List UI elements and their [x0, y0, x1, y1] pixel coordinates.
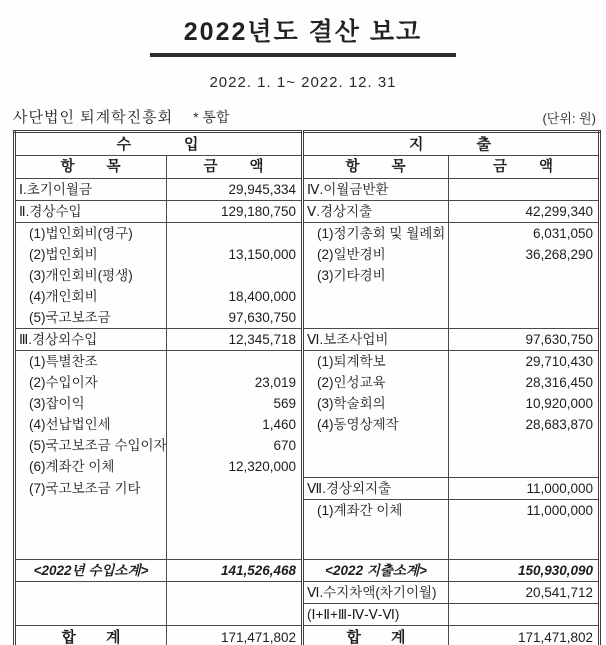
table-header [15, 132, 600, 179]
income-amount-cell [167, 265, 303, 286]
income-amount-cell: 569 [167, 393, 303, 414]
income-item-cell: (3)개인회비(평생) [29, 268, 133, 283]
table-row [15, 435, 600, 456]
page-title: 2022년도 결산 보고 [183, 18, 423, 46]
income-item-cell [15, 582, 167, 604]
title-underline [150, 53, 456, 57]
expense-amount-col-header: 금 액 [449, 156, 600, 179]
table-row [15, 393, 600, 414]
income-amount-cell [167, 604, 303, 626]
expense-item-cell: (2)일반경비 [303, 244, 449, 265]
income-amount-cell: 1,460 [167, 414, 303, 435]
expense-amount-cell: 171,471,802 [449, 626, 600, 645]
income-amount-cell: 23,019 [167, 372, 303, 393]
table-row [15, 329, 600, 351]
report-period: 2022. 1. 1~ 2022. 12. 31 [209, 74, 397, 91]
expense-amount-cell: 28,316,450 [449, 372, 600, 393]
table-row [15, 201, 600, 223]
income-item-cell: (6)계좌간 이체 [29, 459, 115, 475]
expense-amount-cell: 11,000,000 [449, 500, 600, 522]
table-row [15, 560, 600, 582]
expense-item-cell: (2)인성교육 [303, 372, 449, 393]
income-item-cell: Ⅲ.경상외수입 [15, 329, 167, 351]
income-item-cell [15, 521, 167, 560]
income-amount-cell: 171,471,802 [167, 626, 303, 645]
expense-amount-cell: 29,710,430 [449, 351, 600, 373]
income-item-cell: (3)잡이익 [29, 396, 85, 411]
expense-amount-cell [449, 456, 600, 478]
income-item-cell: Ⅰ.초기이월금 [15, 179, 167, 201]
expense-item-cell [303, 286, 449, 307]
section-header-row [15, 132, 600, 156]
expense-item-cell: <2022 지출소계> [303, 560, 449, 582]
income-amount-cell [167, 351, 303, 373]
table-row [15, 179, 600, 201]
expense-item-cell: (3)학술회의 [303, 393, 449, 414]
income-item-cell: (2)수입이자 [29, 375, 98, 390]
expense-amount-cell: 10,920,000 [449, 393, 600, 414]
income-item-cell: 합 계 [61, 629, 121, 645]
expense-item-cell: Ⅳ.이월금반환 [303, 179, 449, 201]
income-amount-cell: 129,180,750 [167, 201, 303, 223]
report-meta-row [13, 106, 596, 127]
expense-item-cell: Ⅶ.경상외지출 [303, 478, 449, 500]
expense-item-cell [303, 521, 449, 560]
income-amount-cell [167, 223, 303, 245]
expense-amount-cell [449, 286, 600, 307]
income-item-col-header: 항 목 [15, 156, 167, 179]
table-row [15, 604, 600, 626]
expense-amount-cell: 6,031,050 [449, 223, 600, 245]
expense-item-cell: Ⅴ.경상지출 [303, 201, 449, 223]
table-row [15, 521, 600, 560]
income-item-cell: (5)국고보조금 수입이자 [29, 438, 167, 453]
income-section-header: 수 입 [15, 132, 303, 156]
income-amount-cell: 13,150,000 [167, 244, 303, 265]
expense-item-cell: (4)동영상제작 [303, 414, 449, 435]
table-row [15, 286, 600, 307]
income-item-cell: (1)법인회비(영구) [29, 226, 133, 241]
table-row [15, 265, 600, 286]
expense-item-col-header: 항 목 [303, 156, 449, 179]
expense-amount-cell: 20,541,712 [449, 582, 600, 604]
expense-amount-cell: 97,630,750 [449, 329, 600, 351]
income-item-cell: (5)국고보조금 [15, 307, 167, 329]
expense-amount-cell [449, 179, 600, 201]
income-amount-cell: 12,320,000 [167, 456, 303, 478]
expense-amount-cell [449, 307, 600, 329]
income-item-cell: (7)국고보조금 기타 [29, 481, 141, 496]
org-note: * 통합 [193, 109, 230, 125]
expense-amount-cell [449, 435, 600, 456]
income-amount-cell [167, 478, 303, 500]
org-line [13, 106, 229, 127]
income-item-cell: (1)특별찬조 [29, 354, 98, 369]
table-row [15, 351, 600, 373]
income-amount-cell [167, 500, 303, 522]
expense-amount-cell [449, 521, 600, 560]
table-row [15, 244, 600, 265]
expense-item-cell [303, 456, 449, 478]
income-amount-cell: 97,630,750 [167, 307, 303, 329]
income-item-cell [15, 500, 167, 522]
income-item-cell: <2022년 수입소계> [15, 560, 167, 582]
expense-item-cell: Ⅵ.보조사업비 [303, 329, 449, 351]
expense-item-cell: 합 계 [303, 626, 449, 645]
income-item-cell: Ⅱ.경상수입 [15, 201, 167, 223]
income-amount-cell: 12,345,718 [167, 329, 303, 351]
income-amount-cell [167, 582, 303, 604]
table-row [15, 414, 600, 435]
income-item-cell [15, 604, 167, 626]
table-row [15, 626, 600, 645]
income-amount-cell: 29,945,334 [167, 179, 303, 201]
income-amount-cell: 670 [167, 435, 303, 456]
expense-amount-cell: 36,268,290 [449, 244, 600, 265]
expense-amount-cell: 11,000,000 [449, 478, 600, 500]
income-amount-cell: 141,526,468 [167, 560, 303, 582]
income-item-cell: (4)선납법인세 [29, 417, 111, 432]
income-item-cell: (2)법인회비 [29, 247, 98, 262]
org-name: 사단법인 퇴계학진흥회 [13, 109, 174, 126]
table-row [15, 223, 600, 245]
table-body [15, 179, 600, 645]
expense-amount-cell: 28,683,870 [449, 414, 600, 435]
expense-item-cell: (3)기타경비 [303, 265, 449, 286]
column-header-row [15, 156, 600, 179]
income-amount-cell: 18,400,000 [167, 286, 303, 307]
expense-amount-cell [449, 265, 600, 286]
table-row [15, 307, 600, 329]
table-row [15, 582, 600, 604]
expense-item-cell: (1)계좌간 이체 [303, 500, 449, 522]
expense-item-cell: (1)정기총회 및 월례회 [303, 223, 449, 245]
table-row [15, 456, 600, 478]
income-item-cell: (4)개인회비 [29, 289, 98, 304]
table-row [15, 372, 600, 393]
expense-amount-cell: 42,299,340 [449, 201, 600, 223]
expense-item-cell [303, 307, 449, 329]
expense-item-cell [303, 435, 449, 456]
unit-label: (단위: 원) [542, 111, 596, 126]
settlement-table [13, 130, 601, 645]
expense-item-cell: (Ⅰ+Ⅱ+Ⅲ-Ⅳ-Ⅴ-Ⅵ) [303, 604, 449, 626]
expense-section-header: 지 출 [303, 132, 600, 156]
expense-amount-cell [449, 604, 600, 626]
expense-amount-cell: 150,930,090 [449, 560, 600, 582]
expense-item-cell: Ⅵ.수지차액(차기이월) [303, 582, 449, 604]
income-amount-col-header: 금 액 [167, 156, 303, 179]
table-row [15, 500, 600, 522]
expense-item-cell: (1)퇴계학보 [303, 351, 449, 373]
income-amount-cell [167, 521, 303, 560]
table-row [15, 478, 600, 500]
